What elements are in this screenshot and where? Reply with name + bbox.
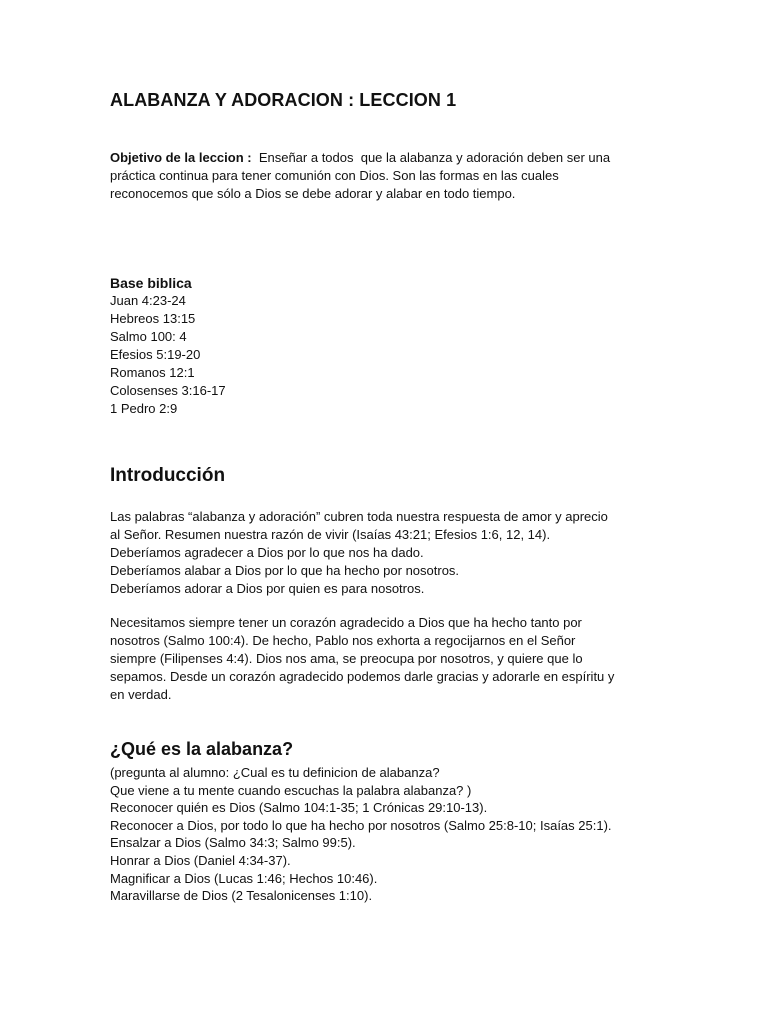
list-item: Magnificar a Dios (Lucas 1:46; Hechos 10:46).	[110, 870, 378, 886]
introduccion-heading: Introducción	[110, 465, 226, 486]
text-line: Deberíamos alabar a Dios por lo que ha hecho por nosotros.	[110, 563, 460, 578]
text-line: sepamos. Desde un corazón agradecido podemos darle gracias y adorarle en espíritu y	[110, 669, 615, 684]
bible-reference: Hebreos 13:15	[110, 311, 196, 326]
list-item: Reconocer quién es Dios (Salmo 104:1-35; 1 Crónicas 29:10-13).	[110, 800, 488, 816]
introduccion-paragraph-1	[110, 508, 670, 598]
bible-reference: Salmo 100: 4	[110, 329, 187, 344]
document-title: ALABANZA Y ADORACION : LECCION 1	[110, 90, 457, 110]
objective-line: Enseñar a todos que la alabanza y adoración deben ser una	[251, 150, 611, 165]
list-item: (pregunta al alumno: ¿Cual es tu definicion de alabanza?	[110, 765, 440, 780]
list-item: Maravillarse de Dios (2 Tesalonicenses 1:10).	[110, 888, 373, 904]
objective-line: práctica continua para tener comunión con Dios. Son las formas en las cuales	[110, 168, 559, 183]
base-biblica-heading: Base biblica	[110, 275, 192, 291]
text-line: siempre (Filipenses 4:4). Dios nos ama, se preocupa por nosotros, y quiere que lo	[110, 651, 583, 666]
text-line: Deberíamos agradecer a Dios por lo que nos ha dado.	[110, 545, 424, 560]
objective-label: Objetivo de la leccion :	[110, 150, 252, 165]
base-biblica-section	[110, 274, 670, 418]
que-es-heading: ¿Qué es la alabanza?	[110, 739, 294, 759]
bible-reference: Juan 4:23-24	[110, 293, 186, 308]
list-item: Que viene a tu mente cuando escuchas la palabra alabanza? )	[110, 782, 472, 798]
list-item: Honrar a Dios (Daniel 4:34-37).	[110, 852, 291, 868]
objective-paragraph	[110, 149, 670, 203]
que-es-list	[110, 764, 670, 905]
text-line: nosotros (Salmo 100:4). De hecho, Pablo nos exhorta a regocijarnos en el Señor	[110, 633, 576, 648]
bible-reference: Efesios 5:19-20	[110, 347, 201, 362]
bible-reference: Colosenses 3:16-17	[110, 383, 226, 398]
objective-line: reconocemos que sólo a Dios se debe adorar y alabar en todo tiempo.	[110, 186, 516, 201]
text-line: en verdad.	[110, 687, 172, 702]
introduccion-paragraph-2	[110, 614, 670, 704]
bible-reference: Romanos 12:1	[110, 365, 195, 380]
text-line: Las palabras “alabanza y adoración” cubren toda nuestra respuesta de amor y aprecio	[110, 509, 608, 524]
text-line: Deberíamos adorar a Dios por quien es para nosotros.	[110, 581, 425, 596]
list-item: Ensalzar a Dios (Salmo 34:3; Salmo 99:5).	[110, 835, 356, 851]
text-line: Necesitamos siempre tener un corazón agradecido a Dios que ha hecho tanto por	[110, 615, 582, 630]
text-line: al Señor. Resumen nuestra razón de vivir (Isaías 43:21; Efesios 1:6, 12, 14).	[110, 527, 551, 542]
list-item: Reconocer a Dios, por todo lo que ha hecho por nosotros (Salmo 25:8-10; Isaías 25:1).	[110, 817, 612, 833]
bible-reference: 1 Pedro 2:9	[110, 401, 178, 416]
